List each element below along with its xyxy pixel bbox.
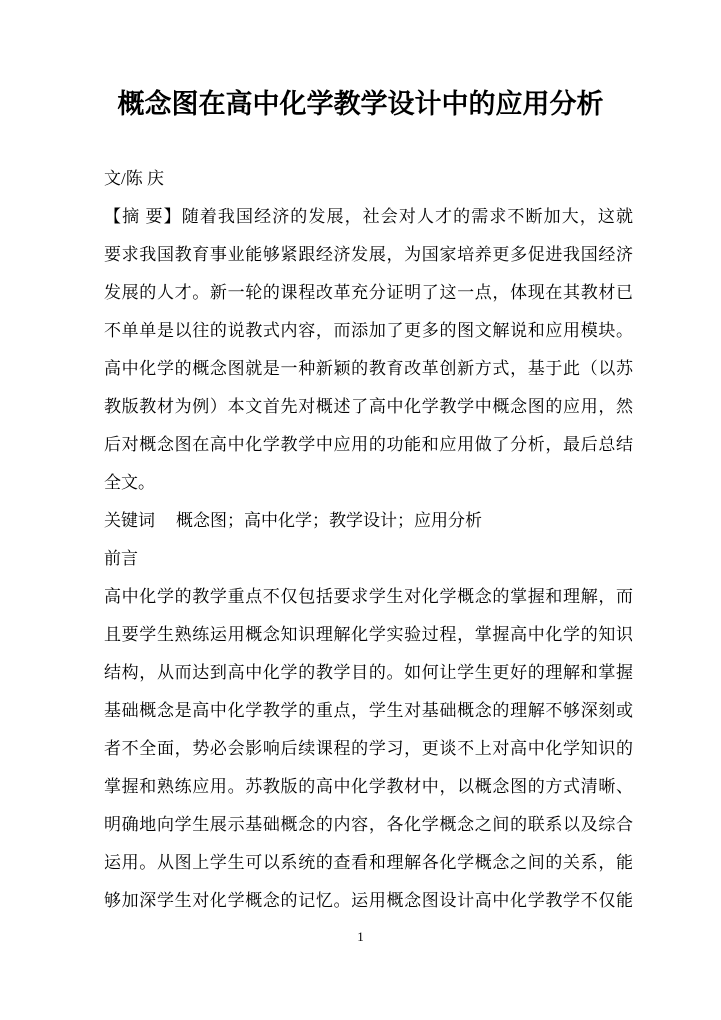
abstract-line: 发展的人才。新一轮的课程改革充分证明了这一点，体现在其教材已 [104, 283, 633, 302]
abstract-line: 全文。 [104, 473, 155, 492]
byline: 文/陈 庆 [104, 169, 164, 188]
keywords-text: 概念图；高中化学；教学设计；应用分析 [176, 511, 482, 530]
keywords-label: 关键词 [104, 511, 155, 530]
abstract-paragraph [104, 198, 633, 502]
abstract-line: 后对概念图在高中化学教学中应用的功能和应用做了分析，最后总结 [104, 435, 633, 454]
body-line: 基础概念是高中化学教学的重点，学生对基础概念的理解不够深刻或 [104, 701, 633, 720]
abstract-line: 高中化学的概念图就是一种新颖的教育改革创新方式，基于此（以苏 [104, 359, 633, 378]
body-line: 够加深学生对化学概念的记忆。运用概念图设计高中化学教学不仅能 [104, 891, 633, 910]
abstract-line: 教版教材为例）本文首先对概述了高中化学教学中概念图的应用，然 [104, 397, 633, 416]
body-line: 明确地向学生展示基础概念的内容，各化学概念之间的联系以及综合 [104, 815, 633, 834]
abstract-line: 【摘 要】随着我国经济的发展，社会对人才的需求不断加大，这就 [104, 207, 633, 226]
page-footer [0, 929, 721, 945]
page-title: 概念图在高中化学教学设计中的应用分析 [117, 89, 604, 119]
body-line: 高中化学的教学重点不仅包括要求学生对化学概念的掌握和理解，而 [104, 587, 633, 606]
section-heading-preface: 前言 [104, 549, 138, 568]
abstract-line: 要求我国教育事业能够紧跟经济发展，为国家培养更多促进我国经济 [104, 245, 633, 264]
body-line: 结构，从而达到高中化学的教学目的。如何让学生更好的理解和掌握 [104, 663, 633, 682]
body-line: 掌握和熟练应用。苏教版的高中化学教材中，以概念图的方式清晰、 [104, 777, 633, 796]
page-number: 1 [357, 929, 364, 944]
body-line: 且要学生熟练运用概念知识理解化学实验过程，掌握高中化学的知识 [104, 625, 633, 644]
body-line: 者不全面，势必会影响后续课程的学习，更谈不上对高中化学知识的 [104, 739, 633, 758]
document-content [104, 160, 633, 920]
body-line: 运用。从图上学生可以系统的查看和理解各化学概念之间的关系，能 [104, 853, 633, 872]
abstract-line: 不单单是以往的说教式内容，而添加了更多的图文解说和应用模块。 [104, 321, 633, 340]
keywords-line [104, 502, 633, 540]
body-paragraph [104, 578, 633, 920]
